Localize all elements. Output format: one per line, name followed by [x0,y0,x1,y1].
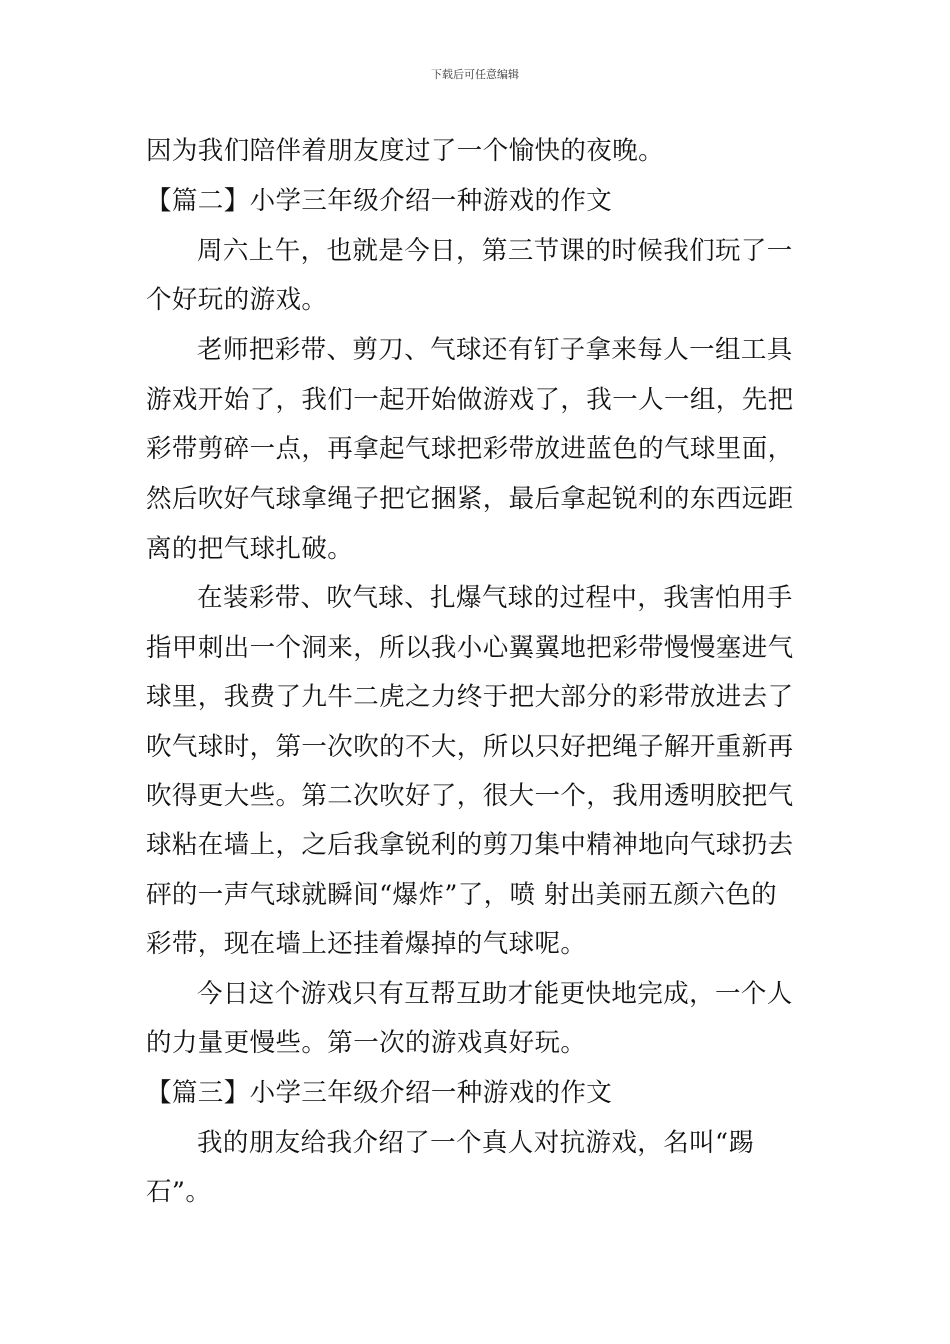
text-line: 我的朋友给我介绍了一个真人对抗游戏，名叫“踢 [197,1128,755,1158]
text-line: 游戏开始了，我们一起开始做游戏了，我一人一组，先把 [146,385,794,415]
text-line: 球里，我费了九牛二虎之力终于把大部分的彩带放进去了 [146,682,794,712]
text-line: 彩带剪碎一点，再拿起气球把彩带放进蓝色的气球里面， [146,434,794,464]
text-line: 周六上午，也就是今日，第三节课的时候我们玩了一 [197,236,793,266]
text-line: 然后吹好气球拿绳子把它捆紧，最后拿起锐利的东西远距 [146,484,794,514]
section-heading: 【篇三】小学三年级介绍一种游戏的作文 [146,1078,613,1108]
text-line: 老师把彩带、剪刀、气球还有钉子拿来每人一组工具 [197,335,793,365]
page-header-note: 下载后可任意编辑 [431,68,519,81]
text-line: 吹气球时，第一次吹的不大，所以只好把绳子解开重新再 [146,732,794,762]
text-line: 个好玩的游戏。 [146,285,328,315]
text-line: 离的把气球扎破。 [146,534,354,564]
text-line: 指甲刺出一个洞来，所以我小心翼翼地把彩带慢慢塞进气 [146,633,794,663]
text-line: 球粘在墙上，之后我拿锐利的剪刀集中精神地向气球扔去 [146,830,794,860]
text-line: 吹得更大些。第二次吹好了，很大一个，我用透明胶把气 [146,781,794,811]
text-line: 的力量更慢些。第一次的游戏真好玩。 [146,1028,587,1058]
text-line: 砰的一声气球就瞬间“爆炸”了，喷 射出美丽五颜六色的 [146,880,778,910]
text-line: 因为我们陪伴着朋友度过了一个愉快的夜晚。 [146,136,665,166]
text-line: 今日这个游戏只有互帮互助才能更快地完成，一个人 [197,979,793,1009]
text-line: 彩带，现在墙上还挂着爆掉的气球呢。 [146,929,587,959]
text-line: 石”。 [146,1177,212,1207]
section-heading: 【篇二】小学三年级介绍一种游戏的作文 [146,186,613,216]
text-line: 在装彩带、吹气球、扎爆气球的过程中，我害怕用手 [197,583,793,613]
